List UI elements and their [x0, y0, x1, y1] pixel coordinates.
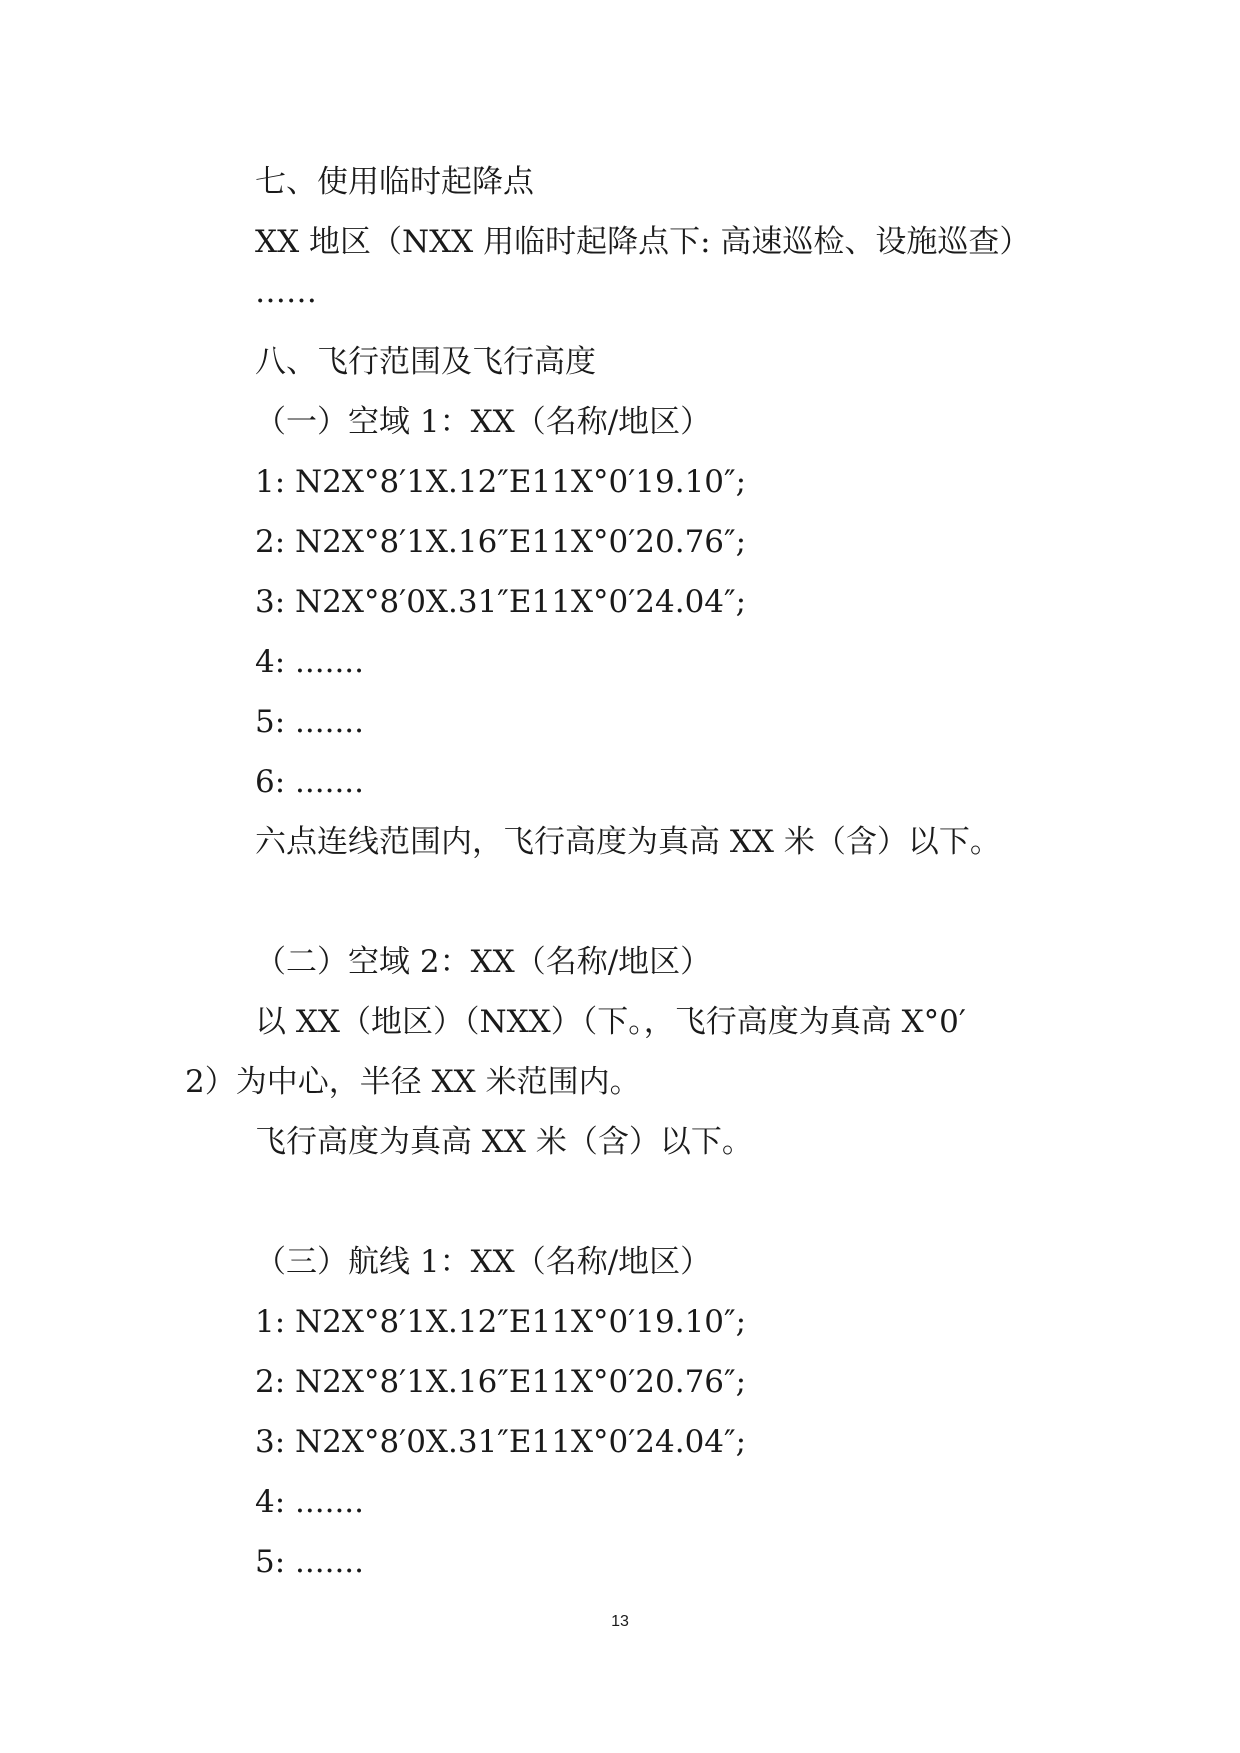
section-7-heading: 七、使用临时起降点 — [255, 164, 534, 200]
airspace-2-center-line-continued: 2）为中心，半径 XX 米范围内。 — [185, 1064, 641, 1100]
section-8-heading: 八、飞行范围及飞行高度 — [255, 344, 596, 380]
section-7-ellipsis: …… — [255, 274, 317, 310]
section-7-location-line: XX 地区（NXX 用临时起降点下: 高速巡检、设施巡查） — [255, 224, 1031, 260]
route-1-point-4: 4: ....... — [255, 1484, 364, 1520]
airspace-2-center-line: 以 XX（地区）（NXX）（下。，飞行高度为真高 X°0′ — [255, 1004, 966, 1040]
airspace-1-point-6: 6: ....... — [255, 764, 364, 800]
airspace-1-point-1: 1: N2X°8′1X.12″E11X°0′19.10″; — [255, 464, 747, 500]
route-1-title: （三）航线 1：XX（名称/地区） — [255, 1244, 712, 1280]
airspace-1-summary: 六点连线范围内，飞行高度为真高 XX 米（含）以下。 — [255, 824, 1001, 860]
route-1-point-2: 2: N2X°8′1X.16″E11X°0′20.76″; — [255, 1364, 747, 1400]
route-1-point-3: 3: N2X°8′0X.31″E11X°0′24.04″; — [255, 1424, 747, 1460]
airspace-2-title: （二）空域 2：XX（名称/地区） — [255, 944, 712, 980]
airspace-2-altitude-line: 飞行高度为真高 XX 米（含）以下。 — [255, 1124, 753, 1160]
airspace-1-point-5: 5: ....... — [255, 704, 364, 740]
airspace-1-point-4: 4: ....... — [255, 644, 364, 680]
airspace-1-point-2: 2: N2X°8′1X.16″E11X°0′20.76″; — [255, 524, 747, 560]
page-number: 13 — [611, 1613, 629, 1630]
airspace-1-title: （一）空域 1：XX（名称/地区） — [255, 404, 712, 440]
airspace-1-point-3: 3: N2X°8′0X.31″E11X°0′24.04″; — [255, 584, 747, 620]
route-1-point-5: 5: ....... — [255, 1544, 364, 1580]
route-1-point-1: 1: N2X°8′1X.12″E11X°0′19.10″; — [255, 1304, 747, 1340]
